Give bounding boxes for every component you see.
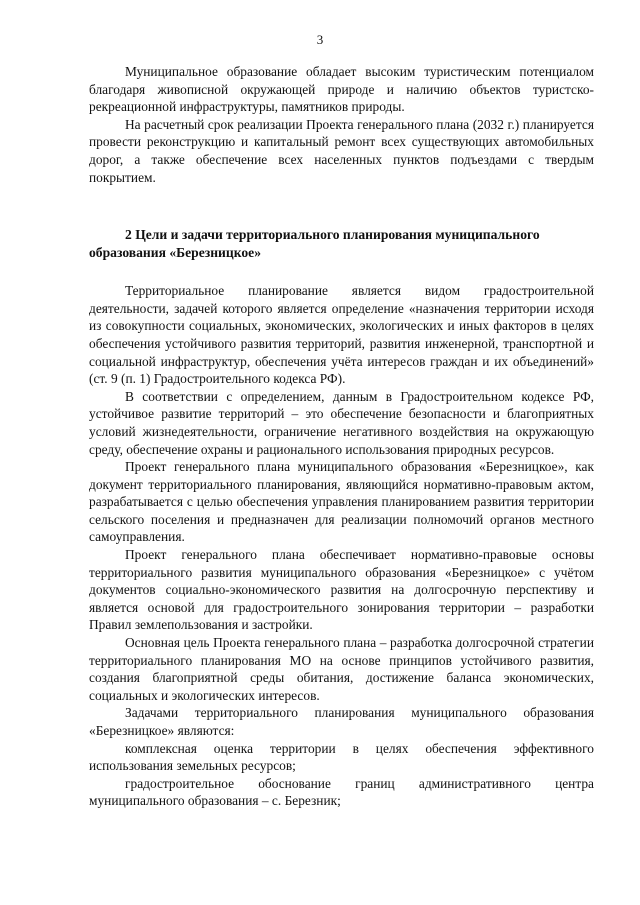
task-item: комплексная оценка территории в целях обеспечения эффективного использования земельных ресурсов; (89, 740, 594, 774)
paragraph-tourism: Муниципальное образование обладает высоким туристическим потенциалом благодаря живописной окружающей природе и наличию объектов туристско-рекреационной инфраструктуры, памятников природы. (89, 64, 594, 115)
paragraph-main-goal: Основная цель Проекта генерального плана – разработка долгосрочной стратегии территориального планирования МО на основе принципов устойчивого развития, создания благоприятной среды обитания, достижение баланса экономических, социальных и экологических интересов. (89, 635, 594, 703)
section-heading: 2 Цели и задачи территориального планирования муниципального образования «Березницкое» (89, 227, 540, 261)
paragraph-definition: Территориальное планирование является видом градостроительной деятельности, задачей которого является определение «назначения территории исходя из совокупности социальных, экономических, экологических и иных факторов в целях обеспечения устойчивого развития территорий, развития инженерной, транспортной и социальной инфраструктур, обеспечения учёта интересов граждан и их объединений» (ст. 9 (п. 1) Градостроительного кодекса РФ). (89, 283, 594, 387)
paragraph-legal-basis: Проект генерального плана обеспечивает нормативно-правовые основы территориального развития муниципального образования «Березницкое» с учётом документов социально-экономического развития на долгосрочную перспективу и является основой для градостроительного зонирования территории – разработки Правил землепользования и застройки. (89, 547, 594, 633)
task-item: градостроительное обоснование границ административного центра муниципального образования – с. Березник; (89, 775, 594, 809)
paragraph-project-purpose: Проект генерального плана муниципального образования «Березницкое», как документ территориального планирования, являющийся нормативно-правовым актом, разрабатывается с целью обеспечения управления планированием развития территории сельского поселения и предназначен для реализации полномочий органов местного самоуправления. (89, 459, 594, 545)
paragraph-roads: На расчетный срок реализации Проекта генерального плана (2032 г.) планируется провести реконструкцию и капитальный ремонт всех существующих автомобильных дорог, а также обеспечение всех населенных пунктов подъездами с твердым покрытием. (89, 116, 594, 185)
paragraph-tasks-intro: Задачами территориального планирования муниципального образования «Березницкое» являются: (89, 705, 594, 738)
page-number: 3 (316, 32, 324, 47)
document-body (89, 63, 594, 810)
paragraph-sustainable-development: В соответствии с определением, данным в Градостроительном кодексе РФ, устойчивое развитие территорий – это обеспечение безопасности и благоприятных условий жизнедеятельности, ограничение негативного воздействия на окружающую среду, обеспечение охраны и рационального использования природных ресурсов. (89, 388, 594, 457)
